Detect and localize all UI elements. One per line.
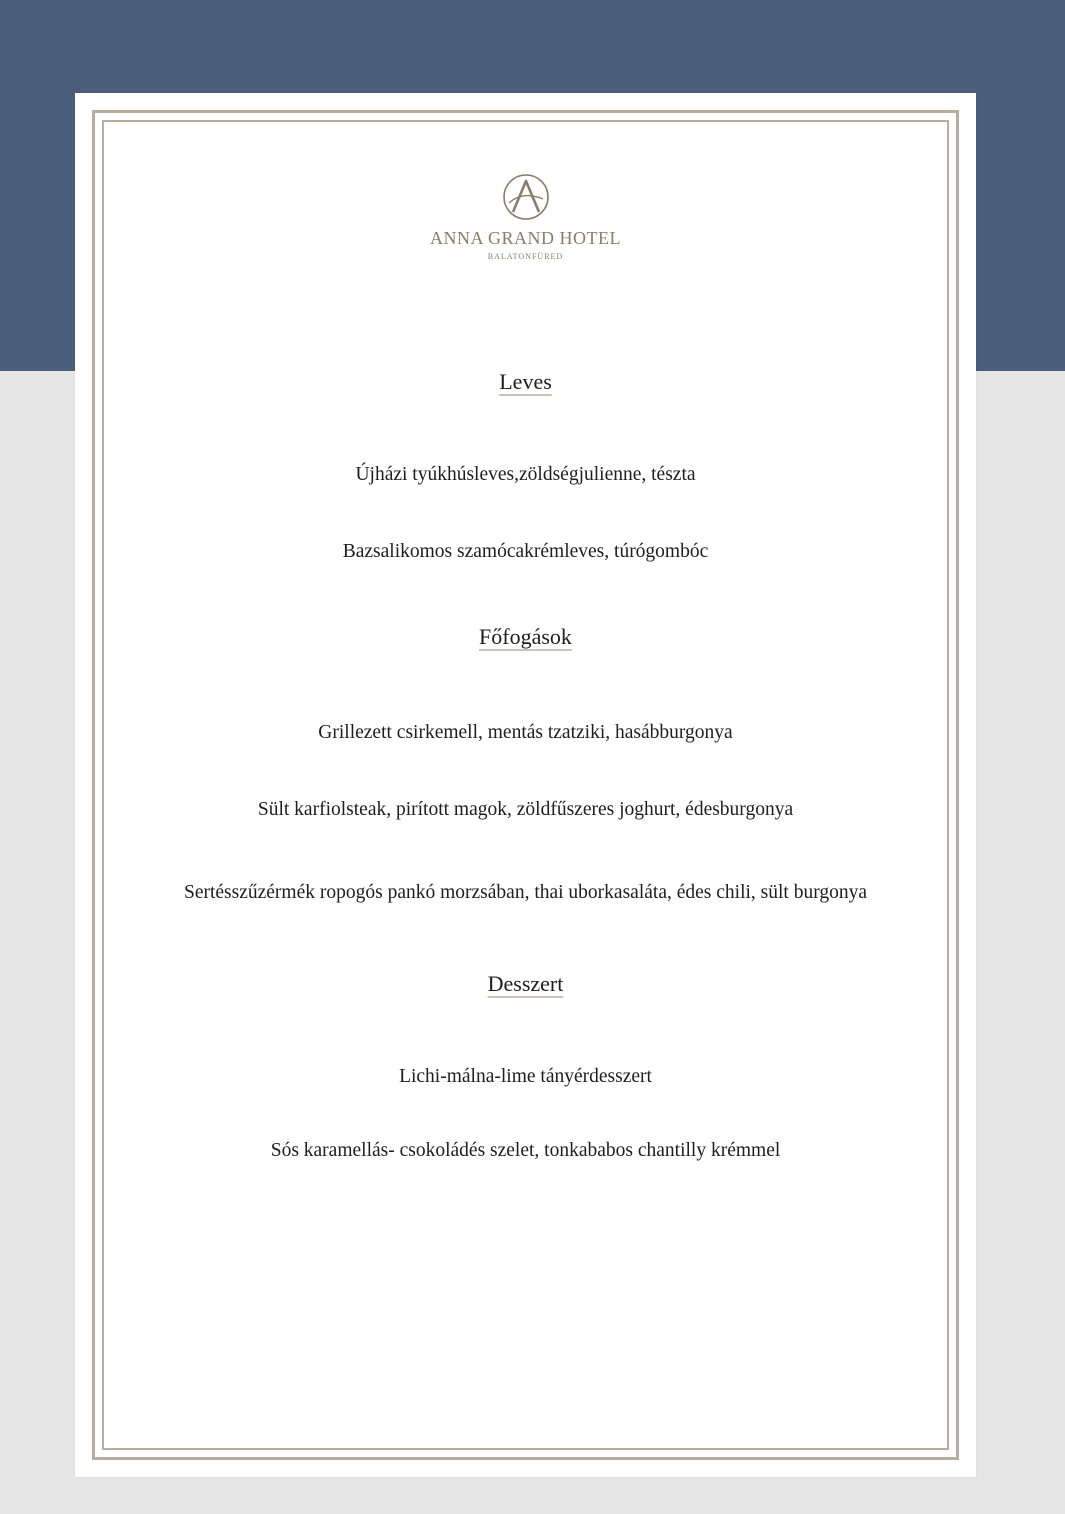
- hotel-location: BALATONFÜRED: [487, 252, 564, 261]
- menu-item: Sertésszűzérmék ropogós pankó morzsában, thai uborkasaláta, édes chili, sült burgonya: [183, 882, 868, 903]
- menu-item: Újházi tyúkhúsleves,zöldségjulienne, tészta: [355, 464, 696, 485]
- frame-inner-border: [102, 120, 949, 1450]
- hotel-monogram-icon: [501, 172, 551, 222]
- section-heading-main: Főfogások: [479, 624, 572, 649]
- section-heading-dessert: Desszert: [487, 971, 564, 996]
- hotel-logo: [75, 172, 976, 261]
- menu-item: Sós karamellás- csokoládés szelet, tonkababos chantilly krémmel: [270, 1140, 781, 1161]
- menu-item: Lichi-málna-lime tányérdesszert: [399, 1066, 652, 1087]
- menu-item: Bazsalikomos szamócakrémleves, túrógombóc: [342, 541, 709, 562]
- menu-item: Grillezett csirkemell, mentás tzatziki, hasábburgonya: [318, 722, 733, 743]
- hotel-name: ANNA GRAND HOTEL: [430, 228, 621, 248]
- section-heading-soup: Leves: [499, 369, 552, 394]
- menu-card: [75, 93, 976, 1477]
- menu-item: Sült karfiolsteak, pirított magok, zöldfűszeres joghurt, édesburgonya: [257, 799, 794, 820]
